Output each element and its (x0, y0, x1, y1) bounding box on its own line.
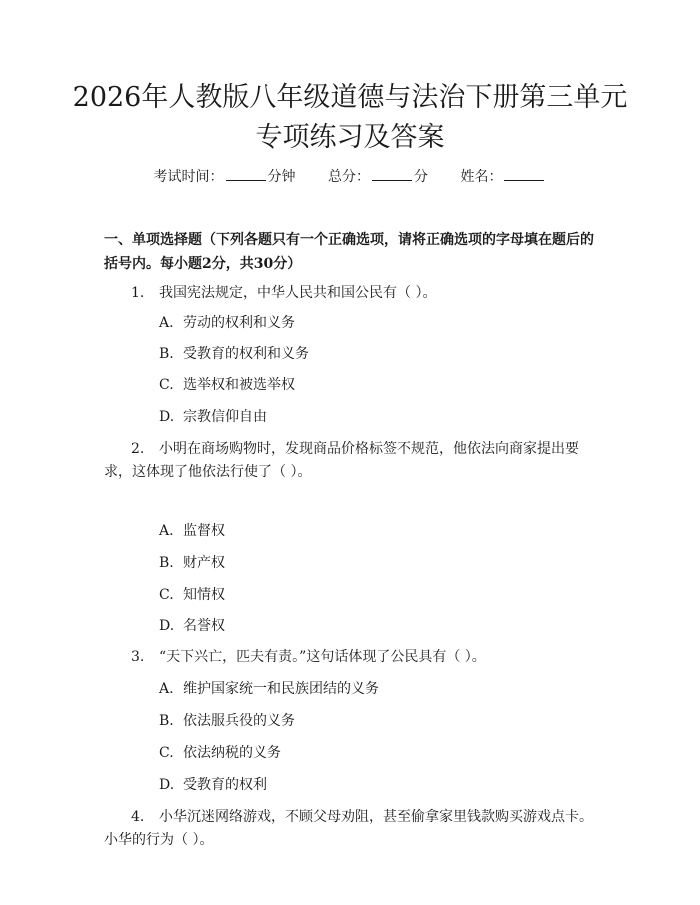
question-number: 3. (131, 649, 145, 665)
question-text: “天下兴亡，匹夫有责。”这句话体现了公民具有（ ）。 (159, 649, 486, 665)
q1-option-c (159, 375, 295, 395)
exam-time (154, 169, 296, 185)
question-text: 小华沉迷网络游戏，不顾父母劝阻，甚至偷拿家里钱款购买游戏点卡。小华的行为（ ）。 (104, 809, 593, 848)
total-score-unit: 分 (414, 169, 428, 185)
section-heading: 一、单项选择题（下列各题只有一个正确选项，请将正确选项的字母填在题后的括号内。每小题2分，共30分） (104, 232, 594, 272)
option-text: 选举权和被选举权 (183, 377, 295, 393)
question-number: 4. (131, 809, 145, 825)
question-3 (131, 646, 486, 669)
question-4 (104, 806, 604, 852)
option-text: 宗教信仰自由 (183, 409, 267, 425)
option-letter: D. (159, 618, 175, 634)
document-title: 2026年人教版八年级道德与法治下册第三单元专项练习及答案 (72, 82, 628, 153)
option-letter: B. (159, 346, 174, 362)
option-letter: A. (159, 315, 174, 331)
option-letter: A. (159, 681, 174, 697)
option-letter: D. (159, 777, 175, 793)
q2-option-a (159, 521, 225, 541)
question-2 (104, 438, 604, 484)
total-score-blank (372, 166, 412, 181)
student-name-label: 姓名： (460, 169, 503, 185)
q3-option-b (159, 711, 295, 731)
total-score-label: 总分： (328, 169, 370, 185)
total-score (328, 169, 428, 185)
exam-time-label: 考试时间： (153, 169, 224, 185)
option-text: 财产权 (183, 555, 225, 571)
option-letter: C. (159, 377, 174, 393)
q2-option-b (159, 553, 225, 573)
q2-option-d (159, 616, 225, 636)
q1-option-d (159, 407, 267, 427)
exam-time-unit: 分钟 (267, 169, 296, 185)
option-text: 受教育的权利和义务 (183, 346, 309, 362)
option-text: 劳动的权利和义务 (183, 315, 295, 331)
option-letter: B. (159, 555, 174, 571)
question-number: 1. (131, 285, 145, 301)
option-text: 名誉权 (183, 618, 225, 634)
option-text: 受教育的权利 (183, 777, 267, 793)
option-text: 知情权 (183, 587, 225, 603)
student-name-blank (504, 166, 544, 181)
option-letter: C. (159, 745, 174, 761)
option-letter: D. (159, 409, 175, 425)
exam-time-blank (226, 166, 266, 181)
exam-info (0, 166, 700, 187)
q1-option-b (159, 344, 309, 364)
q3-option-d (159, 775, 267, 795)
question-number: 2. (131, 441, 145, 457)
q3-option-c (159, 743, 281, 763)
q2-option-c (159, 585, 225, 605)
q3-option-a (159, 679, 379, 699)
question-1 (131, 282, 436, 305)
student-name (460, 169, 546, 185)
option-letter: A. (159, 523, 174, 539)
option-text: 维护国家统一和民族团结的义务 (183, 681, 379, 697)
option-letter: C. (159, 587, 174, 603)
question-text: 小明在商场购物时，发现商品价格标签不规范，他依法向商家提出要求，这体现了他依法行使了（ ）。 (104, 441, 579, 480)
option-text: 监督权 (183, 523, 225, 539)
option-text: 依法服兵役的义务 (183, 713, 295, 729)
option-text: 依法纳税的义务 (183, 745, 281, 761)
question-text: 我国宪法规定，中华人民共和国公民有（ ）。 (159, 285, 437, 301)
option-letter: B. (159, 713, 174, 729)
q1-option-a (159, 313, 295, 333)
